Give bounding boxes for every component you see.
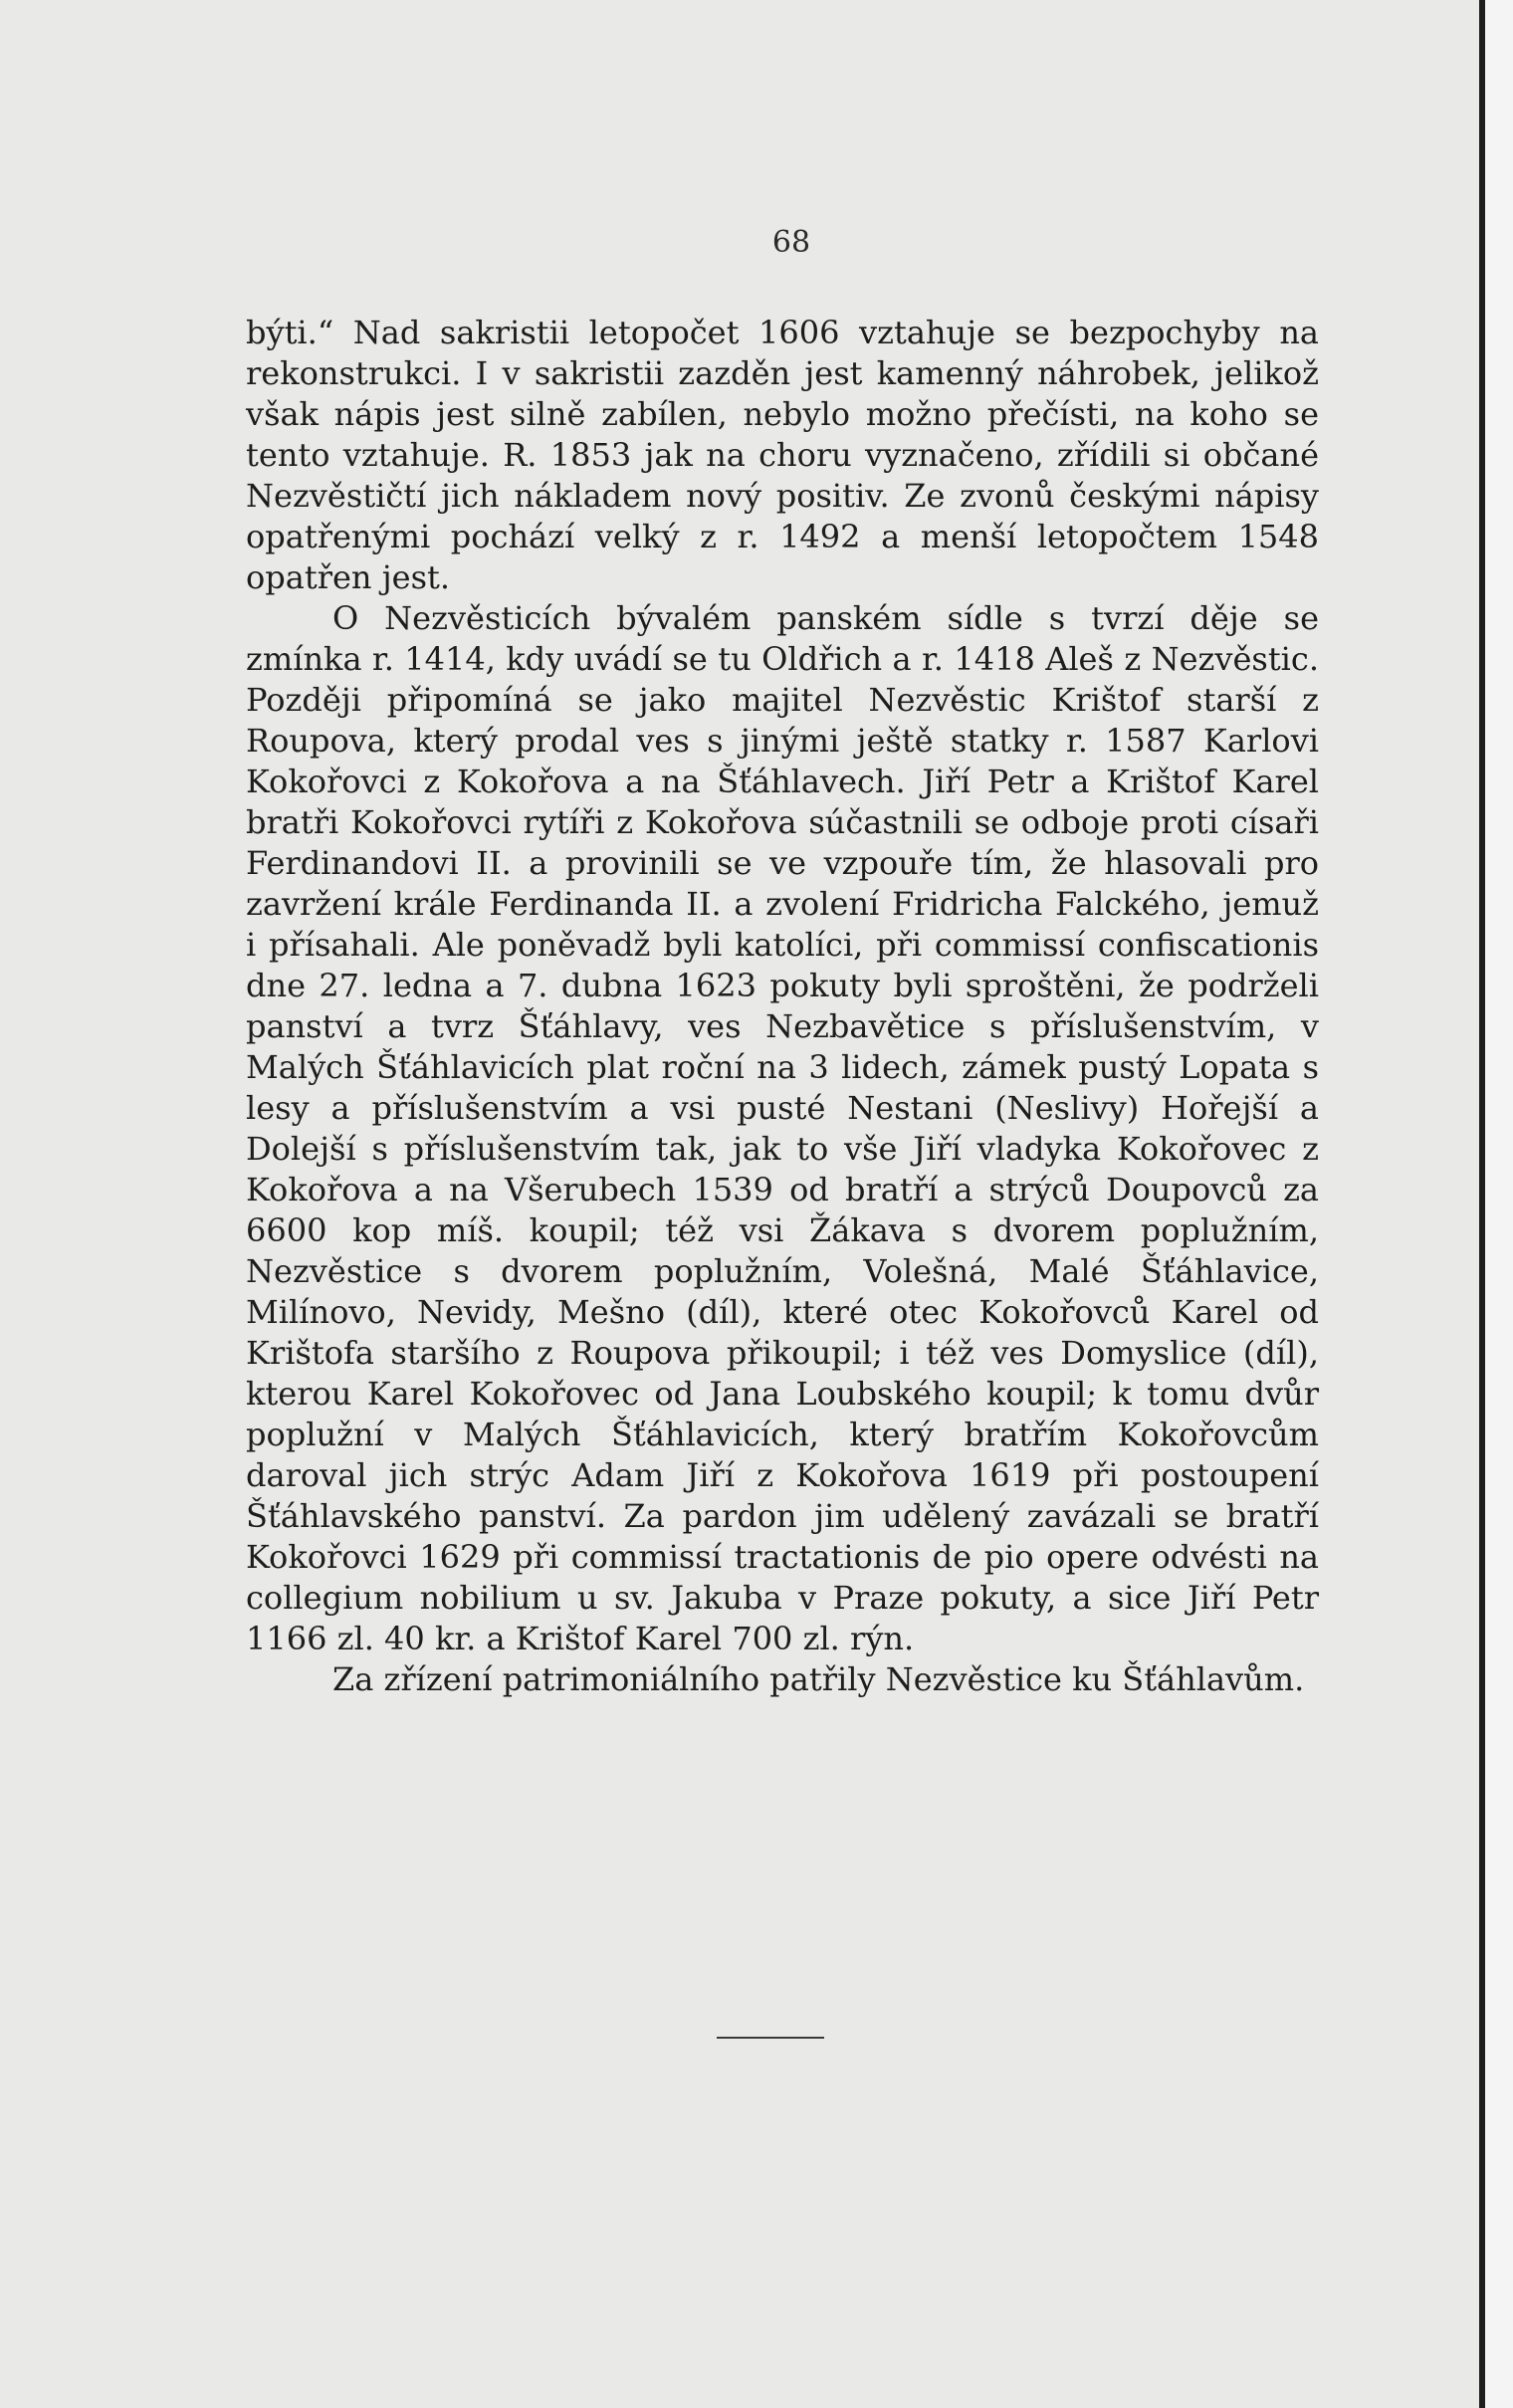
body-text	[246, 313, 1319, 1700]
scan-margin	[1485, 0, 1513, 2408]
paragraph-sacristy: býti.“ Nad sakristii letopočet 1606 vztahuje se bezpochyby na rekonstrukci. I v sakristii zazděn jest kamenný náhrobek, jelikož však nápis jest silně zabílen, nebylo možno přečísti, na koho se tento vztahuje. R. 1853 jak na choru vyznačeno, zřídili si občané Nezvěstičtí jich nákladem nový positiv. Ze zvonů českými nápisy opatřenými pochází velký z r. 1492 a menší letopočtem 1548 opatřen jest.	[246, 314, 1319, 596]
section-end-rule	[717, 2037, 824, 2039]
page-number: 68	[771, 225, 811, 260]
paragraph-nezvestice-history: O Nezvěsticích bývalém panském sídle s tvrzí děje se zmínka r. 1414, kdy uvádí se tu Oldřich a r. 1418 Aleš z Nezvěstic. Později připomíná se jako majitel Nezvěstic Krištof starší z Roupova, který prodal ves s jinými ještě statky r. 1587 Karlovi Kokořovci z Kokořova a na Šťáhlavech. Jiří Petr a Krištof Karel bratři Kokořovci rytíři z Kokořova súčastnili se odboje proti císaři Ferdinandovi II. a provinili se ve vzpouře tím, že hlasovali pro zavržení krále Ferdinanda II. a zvolení Fridricha Falckého, jemuž i přísahali. Ale poněvadž byli katolíci, při commissí confiscationis dne 27. ledna a 7. dubna 1623 pokuty byli sproštěni, že podrželi panství a tvrz Šťáhlavy, ves Nezbavětice s příslušenstvím, v Malých Šťáhlavicích plat roční na 3 lidech, zámek pustý Lopata s lesy a příslušenstvím a vsi pusté Nestani (Neslivy) Hořejší a Dolejší s příslušenstvím tak, jak to vše Jiří vladyka Kokořovec z Kokořova a na Všerubech 1539 od bratří a strýců Doupovců za 6600 kop míš. koupil; též vsi Žákava s dvorem poplužním, Nezvěstice s dvorem poplužním, Volešná, Malé Šťáhlavice, Milínovo, Nevidy, Mešno (díl), které otec Kokořovců Karel od Krištofa staršího z Roupova přikoupil; i též ves Domyslice (díl), kterou Karel Kokořovec od Jana Loubského koupil; k tomu dvůr poplužní v Malých Šťáhlavicích, který bratřím Kokořovcům daroval jich strýc Adam Jiří z Kokořova 1619 při postoupení Šťáhlavského panství. Za pardon jim udělený zavázali se bratří Kokořovci 1629 při commissí tractationis de pio opere odvésti na collegium nobilium u sv. Jakuba v Praze pokuty, a sice Jiří Petr 1166 zl. 40 kr. a Krištof Karel 700 zl. rýn.	[246, 599, 1319, 1657]
paragraph-patrimonial: Za zřízení patrimoniálního patřily Nezvěstice ku Šťáhlavům.	[332, 1660, 1305, 1698]
